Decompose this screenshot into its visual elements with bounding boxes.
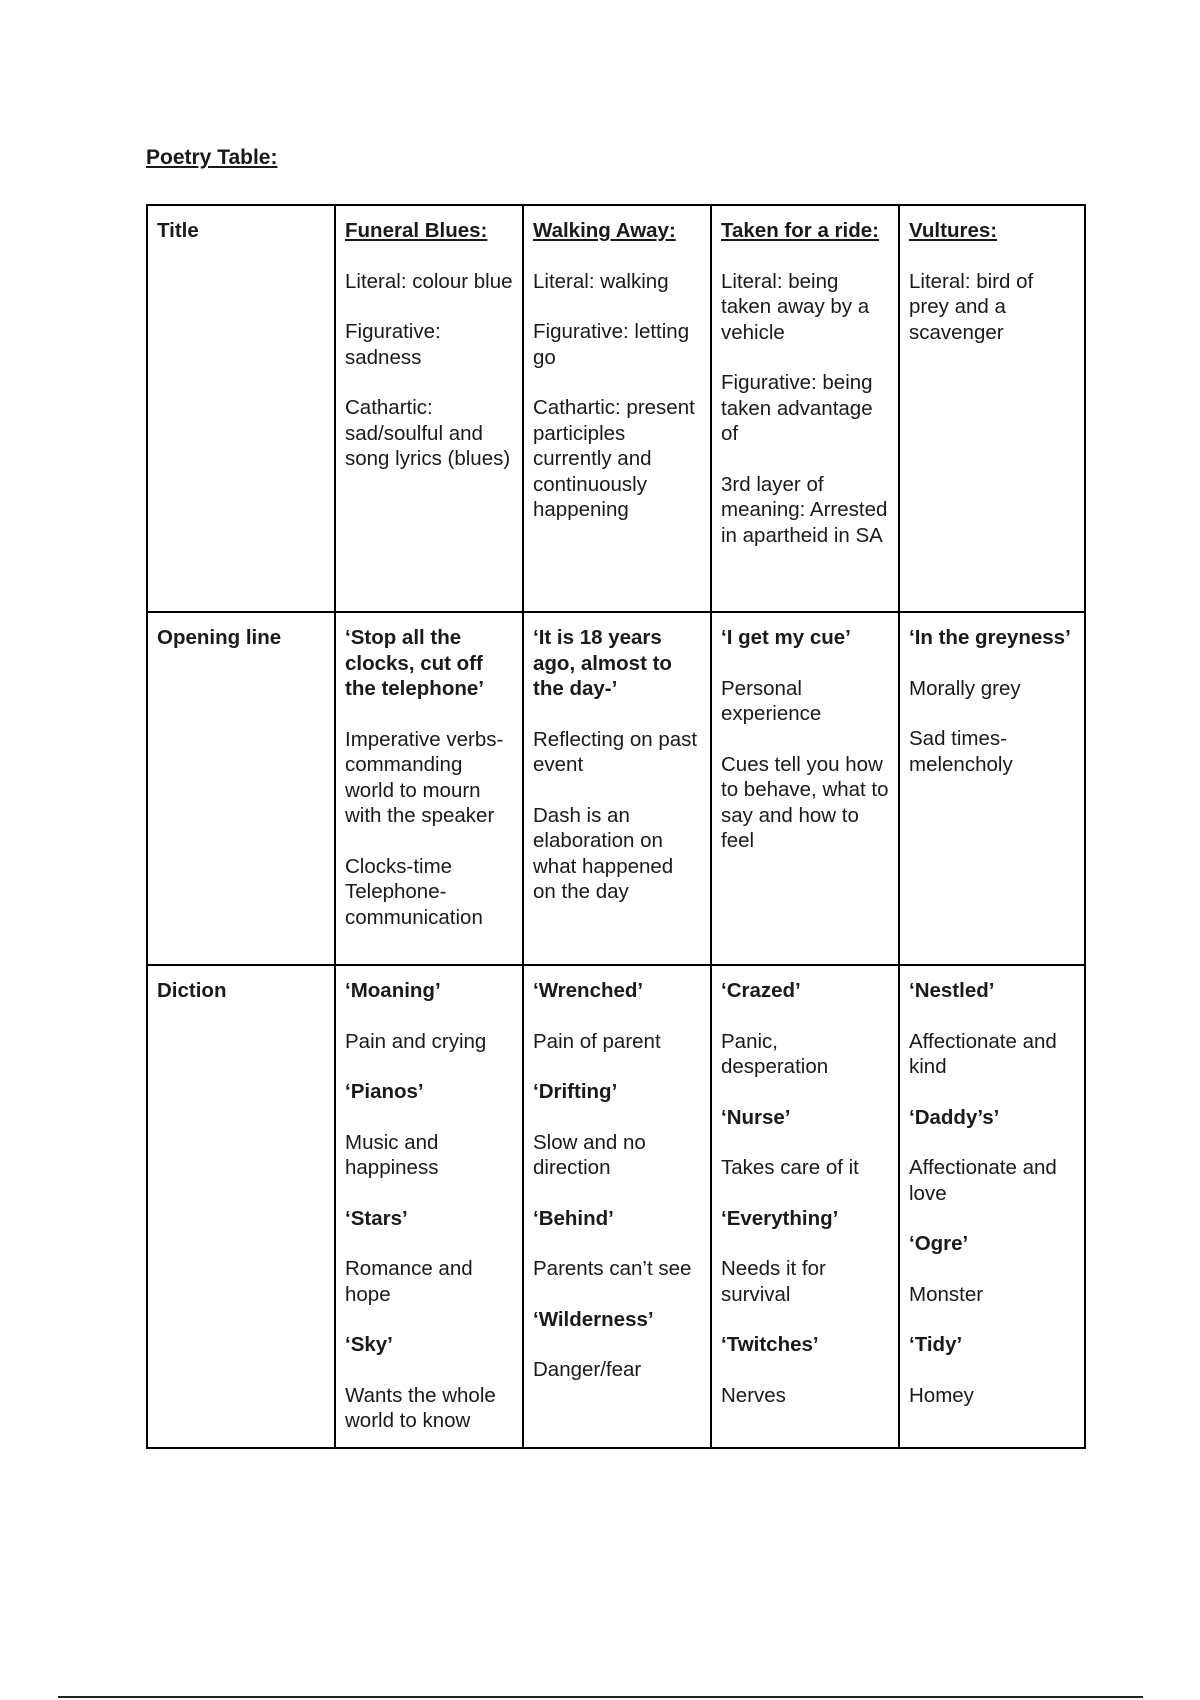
diction-word: ‘Nestled’ (909, 979, 995, 1002)
diction-word: ‘Ogre’ (909, 1232, 969, 1255)
opening-line-notes (345, 854, 513, 931)
poem-title-funeral-blues: Funeral Blues: (345, 219, 488, 242)
diction-meaning: Monster (909, 1282, 984, 1306)
title-cell-taken-for-a-ride (711, 205, 899, 612)
diction-meaning: Pain and crying (345, 1029, 487, 1053)
diction-cell-walking-away (523, 965, 711, 1448)
diction-word: ‘Nurse’ (721, 1105, 791, 1129)
poetry-table (146, 204, 1086, 1449)
title-figurative-meaning: Figurative: sadness (345, 320, 441, 369)
opening-line-note: Telephone- communication (345, 880, 483, 929)
page-title: Poetry Table: (146, 146, 278, 169)
diction-meaning: Homey (909, 1383, 974, 1407)
diction-meaning: Parents can’t see (533, 1257, 692, 1280)
diction-meaning: Takes care of it (721, 1156, 859, 1179)
diction-word: ‘Wilderness’ (533, 1307, 654, 1331)
title-cathartic-meaning: Cathartic: present participles currently and continuously happening (533, 396, 695, 521)
diction-meaning: Danger/fear (533, 1358, 642, 1381)
diction-word: ‘Wrenched’ (533, 979, 644, 1002)
opening-cell-walking-away (523, 612, 711, 965)
opening-line-analysis: Sad times- melencholy (909, 727, 1013, 776)
opening-line-analysis: Personal experience (721, 676, 822, 725)
table-row-title (147, 205, 1085, 612)
diction-cell-taken-for-a-ride (711, 965, 899, 1448)
diction-meaning: Wants the whole world to know (345, 1383, 496, 1432)
diction-cell-funeral-blues (335, 965, 523, 1448)
table-row-diction (147, 965, 1085, 1448)
title-cell-walking-away (523, 205, 711, 612)
poem-title-vultures: Vultures: (909, 219, 998, 242)
diction-word: ‘Tidy’ (909, 1333, 963, 1356)
diction-word: ‘Stars’ (345, 1206, 408, 1230)
diction-word: ‘Behind’ (533, 1206, 614, 1230)
title-third-layer-meaning: 3rd layer of meaning: Arrested in apartheid in SA (721, 472, 888, 547)
title-figurative-meaning: Figurative: being taken advantage of (721, 371, 873, 445)
opening-line-quote: ‘In the greyness’ (909, 626, 1071, 649)
diction-cell-vultures (899, 965, 1085, 1448)
title-cell-funeral-blues (335, 205, 523, 612)
title-figurative-meaning: Figurative: letting go (533, 320, 690, 369)
opening-line-analysis: Imperative verbs- commanding world to mourn with the speaker (345, 727, 504, 827)
opening-line-quote: ‘It is 18 years ago, almost to the day-’ (533, 626, 672, 700)
poem-title-taken-for-a-ride: Taken for a ride: (721, 219, 879, 242)
diction-meaning: Pain of parent (533, 1029, 661, 1053)
opening-cell-taken-for-a-ride (711, 612, 899, 965)
diction-word: ‘Twitches’ (721, 1333, 819, 1356)
title-cell-vultures (899, 205, 1085, 612)
opening-line-analysis: Dash is an elaboration on what happened on the day (533, 803, 674, 903)
diction-meaning: Panic, desperation (721, 1029, 829, 1078)
opening-line-analysis: Cues tell you how to behave, what to say and how to feel (721, 752, 889, 852)
page-bottom-divider (58, 1696, 1143, 1698)
title-literal-meaning: Literal: bird of prey and a scavenger (909, 269, 1034, 344)
opening-line-note: Clocks-time (345, 854, 453, 878)
diction-word: ‘Everything’ (721, 1206, 839, 1230)
diction-word: ‘Crazed’ (721, 979, 801, 1002)
diction-word: ‘Pianos’ (345, 1080, 424, 1103)
opening-line-analysis: Morally grey (909, 676, 1021, 700)
opening-line-quote: ‘Stop all the clocks, cut off the telephone’ (345, 626, 484, 700)
title-literal-meaning: Literal: walking (533, 269, 669, 293)
opening-cell-funeral-blues (335, 612, 523, 965)
title-cathartic-meaning: Cathartic: sad/soulful and song lyrics (blues) (345, 396, 511, 470)
diction-word: ‘Drifting’ (533, 1080, 618, 1103)
diction-meaning: Romance and hope (345, 1257, 473, 1306)
row-label-title: Title (147, 205, 335, 612)
opening-line-analysis: Reflecting on past event (533, 727, 698, 776)
diction-word: ‘Moaning’ (345, 979, 441, 1002)
opening-cell-vultures (899, 612, 1085, 965)
diction-meaning: Music and happiness (345, 1130, 439, 1179)
title-literal-meaning: Literal: colour blue (345, 269, 513, 293)
poem-title-walking-away: Walking Away: (533, 219, 676, 242)
opening-line-quote: ‘I get my cue’ (721, 626, 851, 649)
diction-meaning: Needs it for survival (721, 1257, 826, 1306)
diction-word: ‘Daddy’s’ (909, 1105, 1000, 1129)
diction-word: ‘Sky’ (345, 1333, 393, 1356)
diction-meaning: Slow and no direction (533, 1130, 646, 1179)
diction-meaning: Affectionate and love (909, 1156, 1057, 1205)
diction-meaning: Affectionate and kind (909, 1029, 1057, 1078)
row-label-diction: Diction (147, 965, 335, 1448)
table-row-opening-line (147, 612, 1085, 965)
title-literal-meaning: Literal: being taken away by a vehicle (721, 269, 870, 344)
diction-meaning: Nerves (721, 1383, 786, 1407)
row-label-opening-line: Opening line (147, 612, 335, 965)
